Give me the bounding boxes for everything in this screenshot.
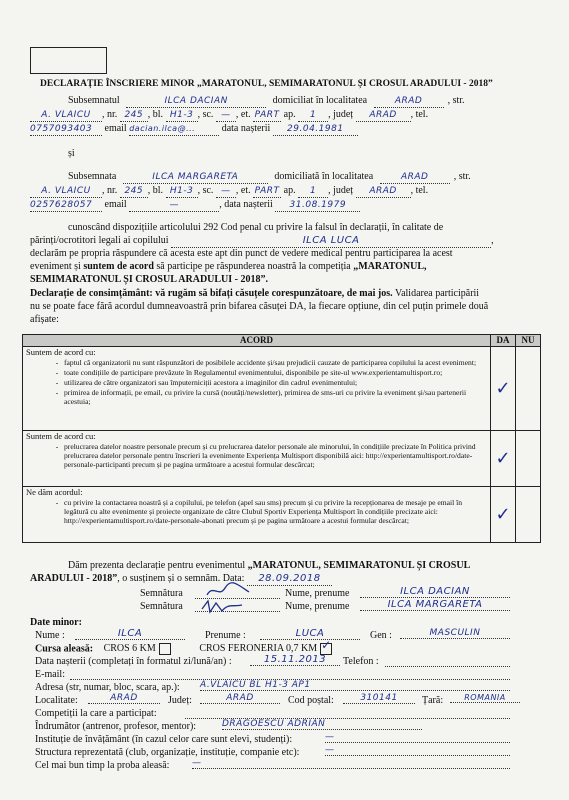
- consent-table-header: [23, 335, 541, 347]
- para-line-a: cunoscând dispozițiile articolului 292 Cod penal cu privire la falsul în declarații, în calitate de: [68, 222, 444, 233]
- minor-tara: ROMANIA: [450, 693, 520, 703]
- minor-adresa-label: Adresa (str, numar, bloc, scara, ap.):: [35, 682, 180, 693]
- parent2-line3: 0257628057 email — , data nașterii 31.08.1979: [30, 199, 360, 212]
- minor-nume: ILCA: [75, 628, 185, 640]
- child-name: ILCA LUCA: [171, 235, 491, 248]
- signatory-2-name: ILCA MARGARETA: [360, 599, 510, 611]
- group-2-da-checkbox[interactable]: ✓: [491, 431, 516, 487]
- parent1-birth: 29.04.1981: [273, 123, 358, 136]
- group-1-da-checkbox[interactable]: ✓: [491, 347, 516, 431]
- parent1-tel: 0757093403: [30, 123, 102, 136]
- parent2-email: —: [129, 199, 219, 212]
- parent1-judet: ARAD: [356, 109, 411, 122]
- consent-line-c: afișate:: [30, 314, 59, 325]
- parent2-street: A. VLAICU: [30, 185, 102, 198]
- para-line-e: SEMIMARATONUL ȘI CROSUL ARADULUI - 2018”.: [30, 274, 268, 285]
- minor-judet-label: Județ:: [168, 695, 192, 706]
- minor-cod: 310141: [343, 693, 415, 704]
- header-acord: ACORD: [23, 335, 491, 347]
- minor-prenume: LUCA: [260, 628, 360, 640]
- and-connector: și: [68, 148, 75, 159]
- minor-judet: ARAD: [200, 693, 280, 704]
- group-1-list: [26, 358, 487, 406]
- minor-localitate-label: Localitate:: [35, 695, 78, 706]
- minor-birth: 15.11.2013: [250, 654, 340, 666]
- minor-competitii-label: Competiții la care a participat:: [35, 708, 157, 719]
- minor-section-title: Date minor:: [30, 617, 82, 628]
- minor-localitate: ARAD: [88, 693, 160, 704]
- parent1-nr: 245: [120, 109, 148, 122]
- parent2-ap: 1: [298, 185, 328, 198]
- group-2-nu-checkbox[interactable]: [516, 431, 541, 487]
- stamp-box: [30, 47, 107, 74]
- minor-indrumator-label: Îndrumător (antrenor, profesor, mentor):: [35, 721, 197, 732]
- group-3-list: [26, 498, 487, 525]
- parent1-bl: H1-3: [166, 109, 198, 122]
- consent-line-b: nu se poate face fără acordul dumneavoastră prin bifarea căsuței DA, la fiecare opțiune, din cel puțin primele două: [30, 301, 489, 312]
- parent2-line2: A. VLAICU , nr. 245 , bl. H1-3 , sc. — , et. PART ap. 1 , județ ARAD , tel.: [30, 185, 428, 198]
- consent-group-1: [23, 347, 541, 431]
- group-1-item: - primirea de informații, pe email, cu privire la cursă (noutăți/newsletter), primirea de sms-uri cu privire la eveniment și/sau partenerii acestuia;: [64, 388, 487, 406]
- parent1-street: A. VLAICU: [30, 109, 102, 122]
- parent2-judet: ARAD: [356, 185, 411, 198]
- minor-institutie-label: Instituție de învățământ (în cazul celor care sunt elevi, studenți):: [35, 734, 293, 745]
- group-3-da-checkbox[interactable]: ✓: [491, 487, 516, 543]
- group-3-title: Ne dăm acordul:: [26, 487, 83, 497]
- minor-adresa: A.VLAICU BL H1-3 AP1: [200, 680, 510, 691]
- name-label-1: Nume, prenume: [285, 588, 350, 599]
- parent1-sc: —: [216, 109, 236, 122]
- para-line-d: eveniment și suntem de acord să participe pe răspunderea noastră la competiția „MARATONUL,: [30, 261, 427, 272]
- header-da: DA: [491, 335, 516, 347]
- parent1-line2: A. VLAICU , nr. 245 , bl. H1-3 , sc. — , et. PART ap. 1 , județ ARAD , tel.: [30, 109, 428, 122]
- race-row: Cursa aleasă: CROS 6 KM CROS FERONERIA 0,7 KM ✓: [35, 638, 332, 655]
- group-1-title: Suntem de acord cu:: [26, 347, 96, 357]
- minor-telefon-field[interactable]: [385, 666, 510, 667]
- group-3-item: - cu privire la contactarea noastră și a copilului, pe telefon (apel sau sms) precum și cu privire la recepționarea de mesaje pe email în legătură cu alte evenimente și proiecte organizate de către Clubul Sportiv Experiența Multisport în condițiile precizate aici: http://experientamultisport.ro/date-personale-abonati precum și pe pagina următoare a acestui formular descărcat;: [64, 498, 487, 525]
- group-3-nu-checkbox[interactable]: [516, 487, 541, 543]
- parent2-et: PART: [254, 186, 280, 196]
- minor-email-label: E-mail:: [35, 669, 65, 680]
- signatory-1-name: ILCA DACIAN: [360, 586, 510, 598]
- group-1-item: - faptul că organizatorii nu sunt răspunzători de posibilele accidente și/sau prejudicii cauzate de participarea copilului la acest eveniment;: [64, 358, 487, 367]
- consent-line-a: Declarație de consimțământ: vă rugăm să bifați căsuțele corespunzătoare, de mai jos. Validarea participării: [30, 288, 480, 299]
- cros-6km-checkbox[interactable]: [159, 643, 171, 655]
- parent1-email: dacian.ilca@...: [129, 123, 219, 136]
- minor-institutie: —: [325, 732, 510, 743]
- parent2-sc: —: [216, 185, 236, 198]
- minor-gen-label: Gen :: [370, 630, 392, 641]
- minor-cod-label: Cod poștal:: [288, 695, 334, 706]
- minor-timp: —: [192, 758, 510, 769]
- parent1-et: PART: [254, 110, 280, 120]
- parent2-name: ILCA MARGARETA: [123, 171, 268, 184]
- minor-structura-label: Structura reprezentată (club, organizație, instituție, companie etc):: [35, 747, 300, 758]
- minor-gen: MASCULIN: [400, 628, 510, 639]
- parent2-city: ARAD: [380, 171, 450, 184]
- minor-timp-label: Cel mai bun timp la proba aleasă:: [35, 760, 170, 771]
- parent1-ap: 1: [298, 109, 328, 122]
- minor-prenume-label: Prenume :: [205, 630, 246, 641]
- parent2-line1: Subsemnata ILCA MARGARETA domiciliată în localitatea ARAD , str.: [68, 171, 471, 182]
- minor-birth-label: Data nașterii (completați în formatul zi/lună/an) :: [35, 656, 232, 667]
- consent-table: [22, 334, 541, 543]
- group-2-title: Suntem de acord cu:: [26, 431, 96, 441]
- minor-telefon-label: Telefon :: [343, 656, 379, 667]
- group-2-list: [26, 442, 487, 469]
- header-nu: NU: [516, 335, 541, 347]
- closing-line-b: ARADULUI - 2018”, o susținem și o semnăm. Data: 28.09.2018: [30, 573, 332, 586]
- minor-tara-label: Țară:: [422, 695, 444, 706]
- closing-date: 28.09.2018: [247, 573, 332, 586]
- parent1-line1: Subsemnatul ILCA DACIAN domiciliat în localitatea ARAD , str.: [68, 95, 465, 106]
- group-1-item: - utilizarea de către organizatori sau împuterniciții acestora a imaginilor din cadrul evenimentului;: [64, 378, 487, 387]
- minor-structura: —: [325, 745, 510, 756]
- minor-nume-label: Nume :: [35, 630, 65, 641]
- parent2-nr: 245: [120, 185, 148, 198]
- check-icon: ✓: [321, 638, 332, 652]
- parent2-tel: 0257628057: [30, 199, 102, 212]
- consent-group-3: [23, 487, 541, 543]
- parent2-birth: 31.08.1979: [275, 199, 360, 212]
- page-title: DECLARAȚIE ÎNSCRIERE MINOR „MARATONUL, SEMIMARATONUL ȘI CROSUL ARADULUI - 2018”: [40, 79, 493, 89]
- signature-label-1: Semnătura: [140, 588, 183, 599]
- group-1-nu-checkbox[interactable]: [516, 347, 541, 431]
- group-2-item: - prelucrarea datelor noastre personale precum și cu prelucrarea datelor personale ale minorului, în condițiile precizate în Politica privind prelucrarea datelor personale pentru înscrieri la evenimente Experiența Multisport disponibilă aici: http://experientamultisport.ro/date-personale-participanti precum și pe pagina următoare a acestui formular descărcat;: [64, 442, 487, 469]
- minor-indrumator: DRAGOESCU ADRIAN: [222, 719, 422, 730]
- signature-2: [200, 597, 246, 619]
- para-line-c: declarăm pe propria răspundere că acesta este apt din punct de vedere medical pentru participarea la acest: [30, 248, 453, 259]
- para-line-b: părinți/ocrotitori legali ai copilului ILCA LUCA ,: [30, 235, 494, 246]
- signature-label-2: Semnătura: [140, 601, 183, 612]
- group-1-item: - toate condițiile de participare prevăzute în Regulamentul evenimentului, disponibile pe site-ul www.experientamultisport.ro;: [64, 368, 487, 377]
- parent1-city: ARAD: [374, 95, 444, 108]
- name-label-2: Nume, prenume: [285, 601, 350, 612]
- parent1-name: ILCA DACIAN: [126, 95, 266, 108]
- consent-group-2: [23, 431, 541, 487]
- parent2-bl: H1-3: [166, 185, 198, 198]
- closing-line-a: Dăm prezenta declarație pentru evenimentul „MARATONUL, SEMIMARATONUL ȘI CROSUL: [68, 560, 471, 571]
- parent1-line3: 0757093403 email dacian.ilca@... data nașterii 29.04.1981: [30, 123, 358, 136]
